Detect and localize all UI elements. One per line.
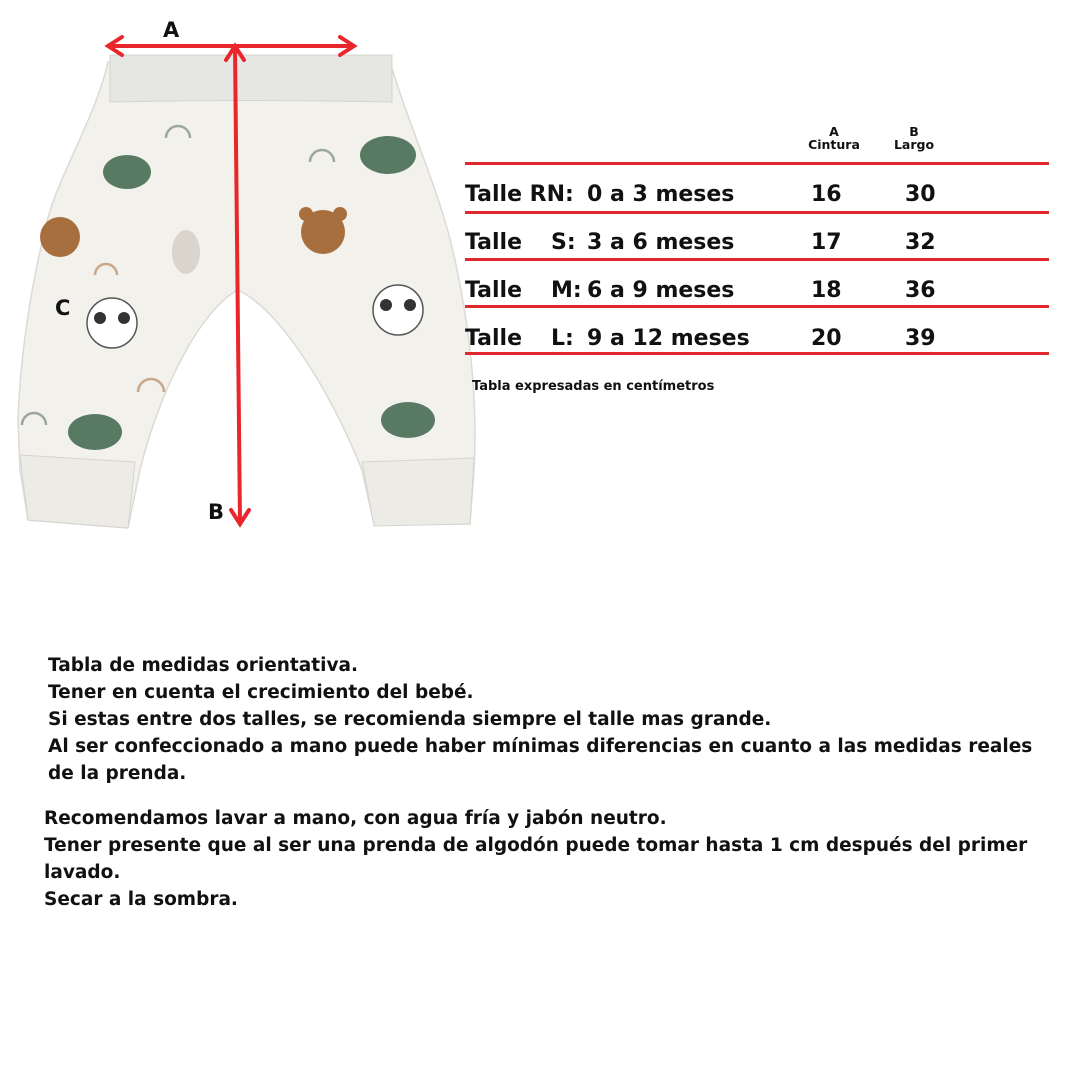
pants-left-cuff [20, 455, 135, 528]
care-notes [44, 805, 1044, 913]
note-line: Al ser confeccionado a mano puede haber mínimas diferencias en cuanto a las medidas reales de la prenda. [48, 736, 1033, 784]
column-header-letter: A [829, 124, 839, 139]
row-waist: 20 [811, 326, 842, 351]
table-divider [465, 211, 1049, 214]
row-age: 0 a 3 meses [587, 182, 735, 207]
table-divider [465, 258, 1049, 261]
row-label: Talle [465, 326, 523, 351]
sizing-notes [48, 652, 1048, 787]
row-age: 3 a 6 meses [587, 230, 735, 255]
row-waist: 16 [811, 182, 842, 207]
dimension-label-c: C [55, 296, 71, 320]
dimension-label-a: A [163, 18, 180, 42]
row-waist: 18 [811, 278, 842, 303]
row-size: L: [551, 326, 574, 351]
row-label: Talle [465, 230, 523, 255]
row-size: S: [551, 230, 576, 255]
pants-right-cuff [362, 458, 474, 526]
note-line: Si estas entre dos talles, se recomienda siempre el talle mas grande. [48, 709, 772, 730]
note-line: Tabla de medidas orientativa. [48, 655, 359, 676]
row-size: M: [551, 278, 582, 303]
row-waist: 17 [811, 230, 842, 255]
row-label: Talle RN: [465, 182, 574, 207]
table-units-note: Tabla expresadas en centímetros [472, 379, 715, 394]
column-header-letter: B [909, 124, 919, 139]
pants-waistband [110, 55, 392, 102]
note-line: Secar a la sombra. [44, 889, 238, 910]
table-divider [465, 352, 1049, 355]
note-line: Tener en cuenta el crecimiento del bebé. [48, 682, 474, 703]
note-line: Recomendamos lavar a mano, con agua fría y jabón neutro. [44, 808, 667, 829]
pants-diagram [0, 0, 480, 560]
bunny-print-icon [172, 230, 200, 274]
column-header-name: Largo [893, 137, 935, 152]
row-label: Talle [465, 278, 523, 303]
table-divider [465, 305, 1049, 308]
baby-pants-illustration [0, 0, 480, 560]
table-divider [465, 162, 1049, 165]
row-age: 9 a 12 meses [587, 326, 750, 351]
row-length: 32 [905, 230, 936, 255]
dimension-label-b: B [208, 500, 225, 524]
row-age: 6 a 9 meses [587, 278, 735, 303]
row-length: 30 [905, 182, 936, 207]
row-length: 36 [905, 278, 936, 303]
column-header-length [885, 125, 943, 151]
row-length: 39 [905, 326, 936, 351]
column-header-name: Cintura [808, 137, 860, 152]
note-line: Tener presente que al ser una prenda de algodón puede tomar hasta 1 cm después del primer lavado. [44, 835, 1028, 883]
column-header-waist [803, 125, 865, 151]
